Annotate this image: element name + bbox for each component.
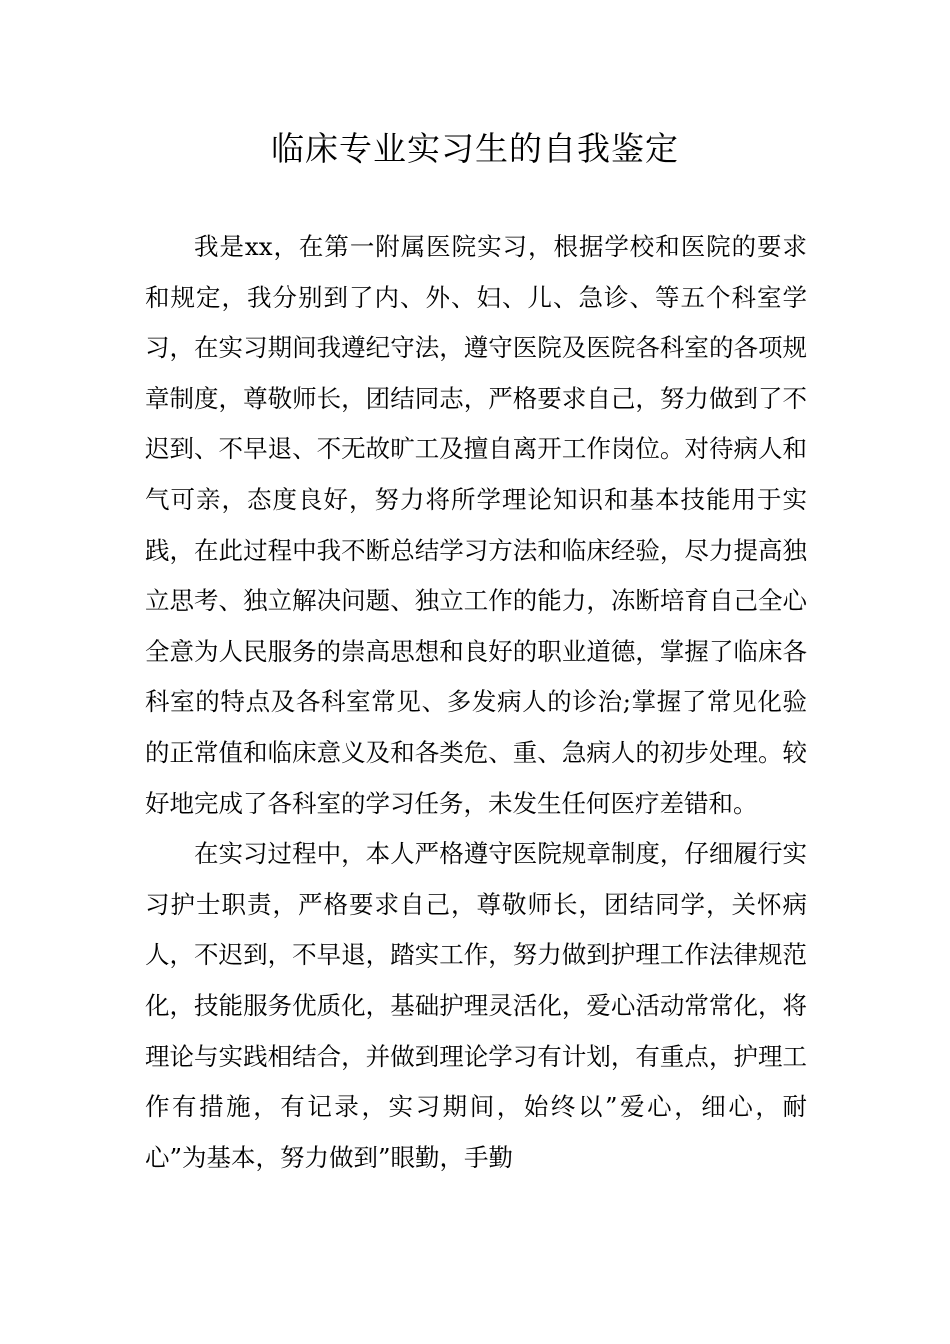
document-body xyxy=(145,222,807,1183)
document-title: 临床专业实习生的自我鉴定 xyxy=(271,129,679,168)
paragraph-2: 在实习过程中，本人严格遵守医院规章制度，仔细履行实习护士职责，严格要求自己，尊敬师长，团结同学，关怀病人，不迟到，不早退，踏实工作，努力做到护理工作法律规范化，技能服务优质化，基础护理灵活化，爱心活动常常化，将理论与实践相结合，并做到理论学习有计划，有重点，护理工作有措施，有记录，实习期间，始终以”爱心，细心，耐心”为基本，努力做到”眼勤，手勤 xyxy=(145,839,807,1172)
paragraph-1: 我是xx，在第一附属医院实习，根据学校和医院的要求和规定，我分别到了内、外、妇、儿、急诊、等五个科室学习，在实习期间我遵纪守法，遵守医院及医院各科室的各项规章制度，尊敬师长，团结同志，严格要求自己，努力做到了不迟到、不早退、不无故旷工及擅自离开工作岗位。对待病人和气可亲，态度良好，努力将所学理论知识和基本技能用于实践，在此过程中我不断总结学习方法和临床经验，尽力提高独立思考、独立解决问题、独立工作的能力，冻断培育自己全心全意为人民服务的崇高思想和良好的职业道德，掌握了临床各科室的特点及各科室常见、多发病人的诊治;掌握了常见化验的正常值和临床意义及和各类危、重、急病人的初步处理。较好地完成了各科室的学习任务，未发生任何医疗差错和。 xyxy=(145,232,807,818)
